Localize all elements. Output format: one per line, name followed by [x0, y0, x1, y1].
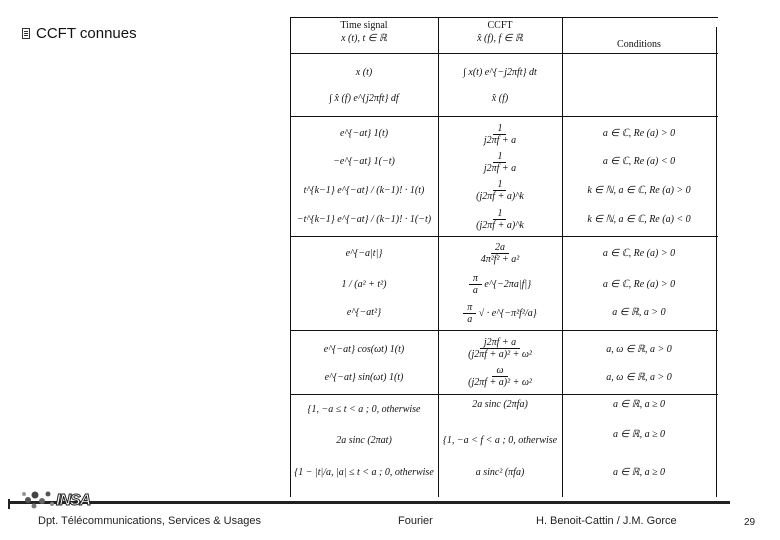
g3-r1-time: e^{−at} cos(ωt) 1(t): [323, 344, 405, 355]
g4-r1-cond: a ∈ ℝ, a ≥ 0: [612, 399, 666, 410]
ccft-table: [290, 17, 718, 497]
g3-r2-cond: a, ω ∈ ℝ, a > 0: [606, 372, 672, 383]
g2-r2-time: 1 / (a² + t²): [341, 279, 387, 290]
g2-r3-extra: √ · e^{−π²f²/a}: [478, 307, 537, 319]
g4-r1-ccft: 2a sinc (2πfa): [472, 399, 528, 410]
g1-r2-num: 1: [493, 151, 506, 163]
g1-r3-time: t^{k−1} e^{−at} / (k−1)! · 1(t): [303, 185, 425, 196]
header-time-sub: x (t), t ∈ ℝ: [341, 33, 387, 44]
table-group-rule-2: [290, 236, 718, 237]
g2-r1-den: 4π²f² + a²: [480, 254, 520, 265]
def-xf: x̂ (f): [491, 93, 509, 104]
g2-r3-ccft: [438, 302, 562, 325]
footer-topic: Fourier: [398, 515, 433, 527]
header-time-signal: Time signal: [340, 20, 388, 31]
slide-title-group: [22, 25, 137, 42]
g1-r2-cond: a ∈ ℂ, Re (a) < 0: [602, 156, 676, 167]
g2-r2-ccft: [438, 273, 562, 296]
g3-r1-num: j2πf + a: [480, 337, 520, 349]
g4-r2-cond: a ∈ ℝ, a ≥ 0: [612, 429, 666, 440]
g1-r2-den: j2πf + a: [483, 163, 517, 174]
g1-r3-cond: k ∈ ℕ, a ∈ ℂ, Re (a) > 0: [587, 185, 691, 196]
g4-r2-time: 2a sinc (2πat): [336, 435, 392, 446]
g2-r2-num: π: [469, 273, 482, 285]
g3-r2-den: (j2πf + a)² + ω²: [468, 377, 532, 388]
g1-r3-den: (j2πf + a)^k: [476, 191, 524, 202]
table-group-rule-1: [290, 116, 718, 117]
g1-r4-den: (j2πf + a)^k: [476, 220, 524, 231]
header-conditions: Conditions: [617, 39, 661, 50]
g2-r2-den: a: [472, 285, 478, 296]
g1-r1-num: 1: [493, 123, 506, 135]
g1-r1-time: e^{−at} 1(t): [339, 128, 389, 139]
g1-r2-ccft: [438, 151, 562, 174]
def-inverse: ∫ x̂ (f) e^{j2πft} df: [329, 93, 399, 104]
g1-r4-num: 1: [493, 208, 506, 220]
g3-r2-ccft: [438, 365, 562, 388]
footer-rule: [10, 501, 730, 504]
header-ccft-sub: x̂ (f), f ∈ ℝ: [477, 33, 523, 44]
g2-r1-num: 2a: [491, 242, 509, 254]
g1-r4-ccft: [438, 208, 562, 231]
table-top-border: [290, 17, 718, 18]
table-group-rule-4: [290, 394, 718, 395]
g4-r2-ccft: {1, −a < f < a ; 0, otherwise: [442, 435, 558, 446]
g3-r1-den: (j2πf + a)² + ω²: [468, 349, 532, 360]
g1-r1-ccft: [438, 123, 562, 146]
g4-r3-time: {1 − |t|/a, |a| ≤ t < a ; 0, otherwise: [294, 467, 434, 478]
g1-r2-time: −e^{−at} 1(−t): [333, 156, 395, 167]
g1-r4-cond: k ∈ ℕ, a ∈ ℂ, Re (a) < 0: [587, 214, 691, 225]
g2-r3-cond: a ∈ ℝ, a > 0: [612, 307, 666, 318]
g3-r2-time: e^{−at} sin(ωt) 1(t): [324, 372, 404, 383]
g3-r1-ccft: [438, 337, 562, 360]
g3-r1-cond: a, ω ∈ ℝ, a > 0: [606, 344, 672, 355]
g4-r3-cond: a ∈ ℝ, a ≥ 0: [612, 467, 666, 478]
g1-r1-cond: a ∈ ℂ, Re (a) > 0: [602, 128, 676, 139]
g3-r2-num: ω: [492, 365, 507, 377]
footer-department: Dpt. Télécommunications, Services & Usages: [38, 515, 261, 527]
def-xt: x (t): [355, 67, 373, 78]
def-forward: ∫ x(t) e^{−j2πft} dt: [463, 67, 537, 78]
g4-r1-time: {1, −a ≤ t < a ; 0, otherwise: [307, 404, 421, 415]
slide-bullet-icon: [22, 28, 30, 39]
g1-r4-time: −t^{k−1} e^{−at} / (k−1)! · 1(−t): [296, 214, 432, 225]
g2-r1-cond: a ∈ ℂ, Re (a) > 0: [602, 248, 676, 259]
g2-r3-time: e^{−at²}: [346, 307, 382, 318]
g1-r1-den: j2πf + a: [483, 135, 517, 146]
footer-authors: H. Benoit-Cattin / J.M. Gorce: [536, 515, 677, 527]
logo-text: INSA: [56, 492, 91, 509]
header-ccft: CCFT: [487, 20, 513, 31]
table-right-border: [716, 27, 717, 497]
table-group-rule-3: [290, 330, 718, 331]
g1-r3-ccft: [438, 179, 562, 202]
g2-r2-cond: a ∈ ℂ, Re (a) > 0: [602, 279, 676, 290]
footer-page-number: 29: [744, 517, 756, 528]
g1-r3-num: 1: [493, 179, 506, 191]
g4-r3-ccft: a sinc² (πfa): [475, 467, 525, 478]
g2-r2-extra: e^{−2πa|f|}: [484, 278, 532, 290]
g2-r1-time: e^{−a|t|}: [345, 248, 383, 259]
slide-title: CCFT connues: [36, 25, 137, 42]
g2-r3-den: a: [467, 314, 473, 325]
g2-r3-num: π: [463, 302, 476, 314]
table-header-rule: [290, 53, 718, 54]
g2-r1-ccft: [438, 242, 562, 265]
